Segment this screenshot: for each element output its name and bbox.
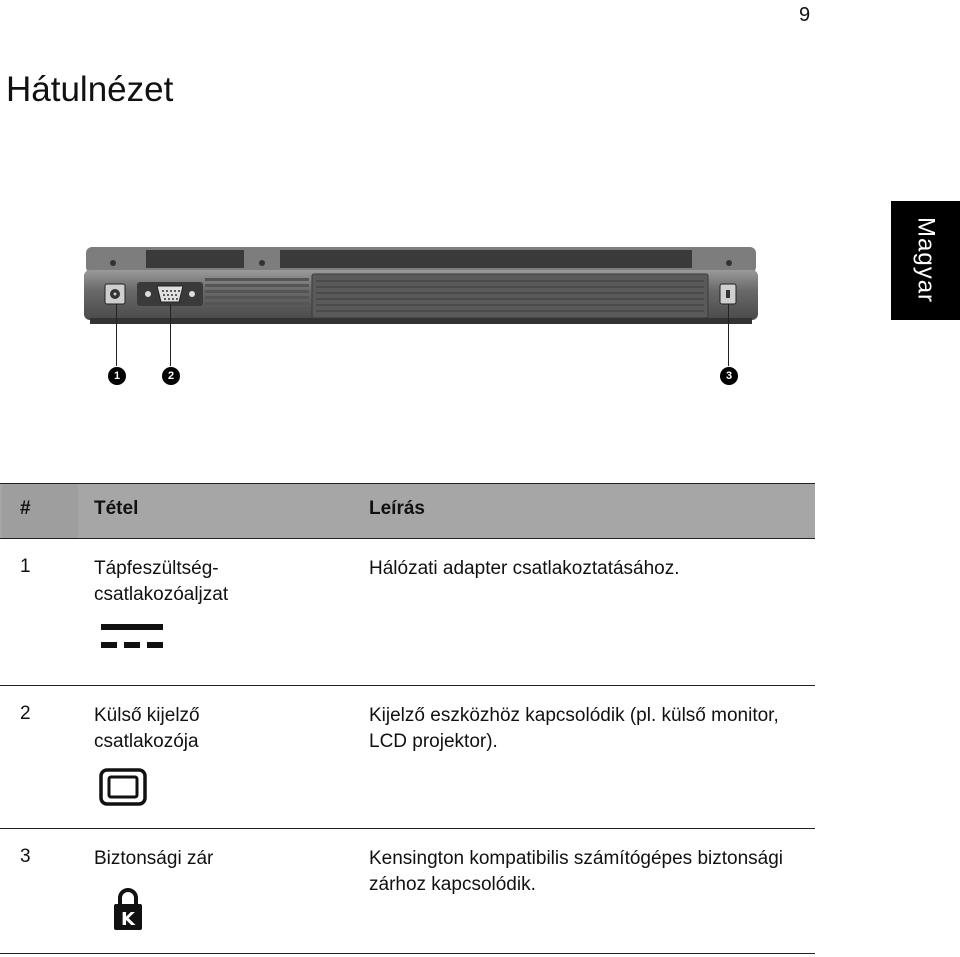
- row-item: Tápfeszültség-csatlakozóaljzat: [94, 558, 229, 605]
- row-description: Hálózati adapter csatlakoztatásához.: [369, 558, 680, 579]
- dc-power-icon: [99, 620, 165, 652]
- table-header: [0, 483, 815, 539]
- laptop-rear-view-illustration: [0, 238, 800, 338]
- header-number: #: [20, 498, 31, 519]
- callout-1: 1: [108, 367, 126, 385]
- external-display-icon: [99, 768, 147, 806]
- kensington-lock-icon: [112, 887, 144, 931]
- language-tab: [891, 201, 960, 320]
- row-description: Kijelző eszközhöz kapcsolódik (pl. külső monitor, LCD projektor).: [369, 705, 779, 752]
- row-number: 1: [20, 556, 31, 577]
- header-item: Tétel: [94, 498, 139, 519]
- callout-line-1: [116, 304, 117, 366]
- callout-2: 2: [162, 367, 180, 385]
- callout-line-3: [728, 304, 729, 366]
- table-row: [0, 539, 815, 686]
- language-tab-label: Magyar: [912, 217, 940, 304]
- callout-3: 3: [720, 367, 738, 385]
- row-number: 2: [20, 703, 31, 724]
- svg-text:K: K: [121, 909, 135, 930]
- row-item: Biztonsági zár: [94, 848, 214, 869]
- row-number: 3: [20, 846, 31, 867]
- header-description: Leírás: [369, 498, 425, 519]
- page-title: Hátulnézet: [6, 70, 174, 109]
- page-number: 9: [799, 4, 811, 26]
- table-row: [0, 686, 815, 829]
- rear-view-table: [0, 483, 815, 954]
- table-row: [0, 829, 815, 954]
- row-description: Kensington kompatibilis számítógépes biztonsági zárhoz kapcsolódik.: [369, 848, 784, 895]
- row-item: Külső kijelző csatlakozója: [94, 705, 200, 752]
- callout-line-2: [170, 304, 171, 366]
